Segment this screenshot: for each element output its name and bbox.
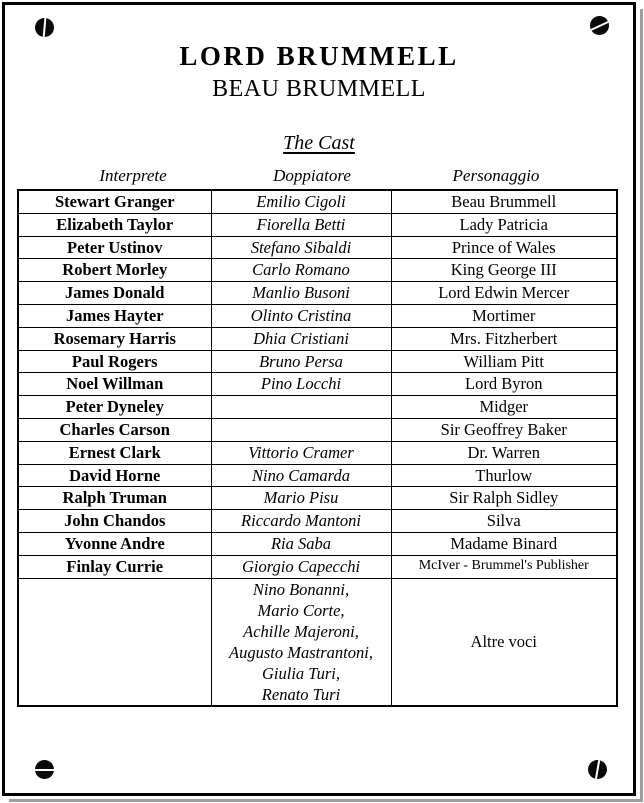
cast-table-row	[18, 487, 617, 510]
cell-personaggio: Sir Ralph Sidley	[391, 487, 617, 510]
cell-doppiatore: Giorgio Capecchi	[211, 555, 391, 578]
cell-personaggio: Lady Patricia	[391, 213, 617, 236]
cell-personaggio: Mortimer	[391, 304, 617, 327]
cell-personaggio: Prince of Wales	[391, 236, 617, 259]
cell-interprete: Stewart Granger	[18, 190, 211, 213]
cell-interprete: David Horne	[18, 464, 211, 487]
voice-line: Nino Bonanni,	[252, 579, 350, 599]
cell-personaggio: Silva	[391, 510, 617, 533]
cast-table-row	[18, 259, 617, 282]
voice-line: Giulia Turi,	[262, 663, 340, 683]
other-voices-row	[18, 578, 617, 706]
cell-doppiatore: Vittorio Cramer	[211, 441, 391, 464]
cell-personaggio: Altre voci	[391, 578, 617, 706]
cell-doppiatore: Manlio Busoni	[211, 282, 391, 305]
cell-doppiatore: Bruno Persa	[211, 350, 391, 373]
screw-head-icon	[35, 760, 54, 779]
screw-head-icon	[35, 18, 54, 37]
page-title: LORD BRUMMELL	[179, 41, 459, 71]
column-header-interprete: Interprete	[99, 166, 167, 185]
cell-interprete: Yvonne Andre	[18, 532, 211, 555]
cast-table-row	[18, 555, 617, 578]
cell-interprete: Charles Carson	[18, 418, 211, 441]
cell-doppiatore	[211, 418, 391, 441]
cast-table-row	[18, 373, 617, 396]
cell-interprete: James Donald	[18, 282, 211, 305]
cast-table-row	[18, 213, 617, 236]
document-page	[2, 2, 636, 796]
cast-table-row	[18, 464, 617, 487]
cell-doppiatore: Ria Saba	[211, 532, 391, 555]
cell-doppiatore: Dhia Cristiani	[211, 327, 391, 350]
page-shadow	[640, 9, 643, 802]
cast-table	[17, 189, 618, 707]
page-shadow	[9, 799, 643, 802]
voice-line: Augusto Mastrantoni,	[229, 642, 373, 662]
page-subtitle: BEAU BRUMMELL	[212, 76, 426, 102]
cell-doppiatore	[211, 396, 391, 419]
cell-doppiatore: Pino Locchi	[211, 373, 391, 396]
cell-interprete: Noel Willman	[18, 373, 211, 396]
column-header-personaggio: Personaggio	[452, 166, 540, 185]
cell-personaggio: Lord Edwin Mercer	[391, 282, 617, 305]
cell-personaggio: Thurlow	[391, 464, 617, 487]
cell-personaggio: William Pitt	[391, 350, 617, 373]
cell-personaggio: McIver - Brummel's Publisher	[391, 555, 617, 578]
cell-personaggio: Mrs. Fitzherbert	[391, 327, 617, 350]
cell-interprete	[18, 578, 211, 706]
cast-table-row	[18, 418, 617, 441]
cell-interprete: Robert Morley	[18, 259, 211, 282]
cell-personaggio: Beau Brummell	[391, 190, 617, 213]
cell-interprete: Rosemary Harris	[18, 327, 211, 350]
cell-doppiatore: Carlo Romano	[211, 259, 391, 282]
cell-personaggio: Sir Geoffrey Baker	[391, 418, 617, 441]
cell-doppiatore: Olinto Cristina	[211, 304, 391, 327]
section-title: The Cast	[283, 132, 355, 154]
cast-table-row	[18, 327, 617, 350]
cell-interprete: James Hayter	[18, 304, 211, 327]
cast-table-row	[18, 236, 617, 259]
cast-table-row	[18, 532, 617, 555]
voice-line: Renato Turi	[261, 684, 341, 704]
cell-personaggio: King George III	[391, 259, 617, 282]
cast-table-row	[18, 304, 617, 327]
cell-doppiatore: Emilio Cigoli	[211, 190, 391, 213]
cast-table-row	[18, 510, 617, 533]
cell-interprete: Finlay Currie	[18, 555, 211, 578]
cast-table-row	[18, 396, 617, 419]
cell-interprete: John Chandos	[18, 510, 211, 533]
cell-interprete: Elizabeth Taylor	[18, 213, 211, 236]
cell-personaggio: Lord Byron	[391, 373, 617, 396]
cast-table-row	[18, 350, 617, 373]
voice-line: Mario Corte,	[257, 600, 345, 620]
cell-doppiatore: Mario Pisu	[211, 487, 391, 510]
cell-interprete: Ernest Clark	[18, 441, 211, 464]
cell-doppiatore	[211, 578, 391, 706]
cell-interprete: Peter Ustinov	[18, 236, 211, 259]
cell-doppiatore: Fiorella Betti	[211, 213, 391, 236]
cell-personaggio: Midger	[391, 396, 617, 419]
cell-doppiatore: Riccardo Mantoni	[211, 510, 391, 533]
cell-doppiatore: Nino Camarda	[211, 464, 391, 487]
cell-doppiatore: Stefano Sibaldi	[211, 236, 391, 259]
cell-personaggio: Dr. Warren	[391, 441, 617, 464]
cast-table-row	[18, 441, 617, 464]
cast-table-row	[18, 190, 617, 213]
screw-head-icon	[590, 16, 609, 35]
cell-interprete: Peter Dyneley	[18, 396, 211, 419]
cell-personaggio: Madame Binard	[391, 532, 617, 555]
cell-interprete: Ralph Truman	[18, 487, 211, 510]
cast-table-row	[18, 282, 617, 305]
column-header-doppiatore: Doppiatore	[273, 166, 351, 185]
voice-line: Achille Majeroni,	[243, 621, 359, 641]
screw-head-icon	[588, 760, 607, 779]
cell-interprete: Paul Rogers	[18, 350, 211, 373]
